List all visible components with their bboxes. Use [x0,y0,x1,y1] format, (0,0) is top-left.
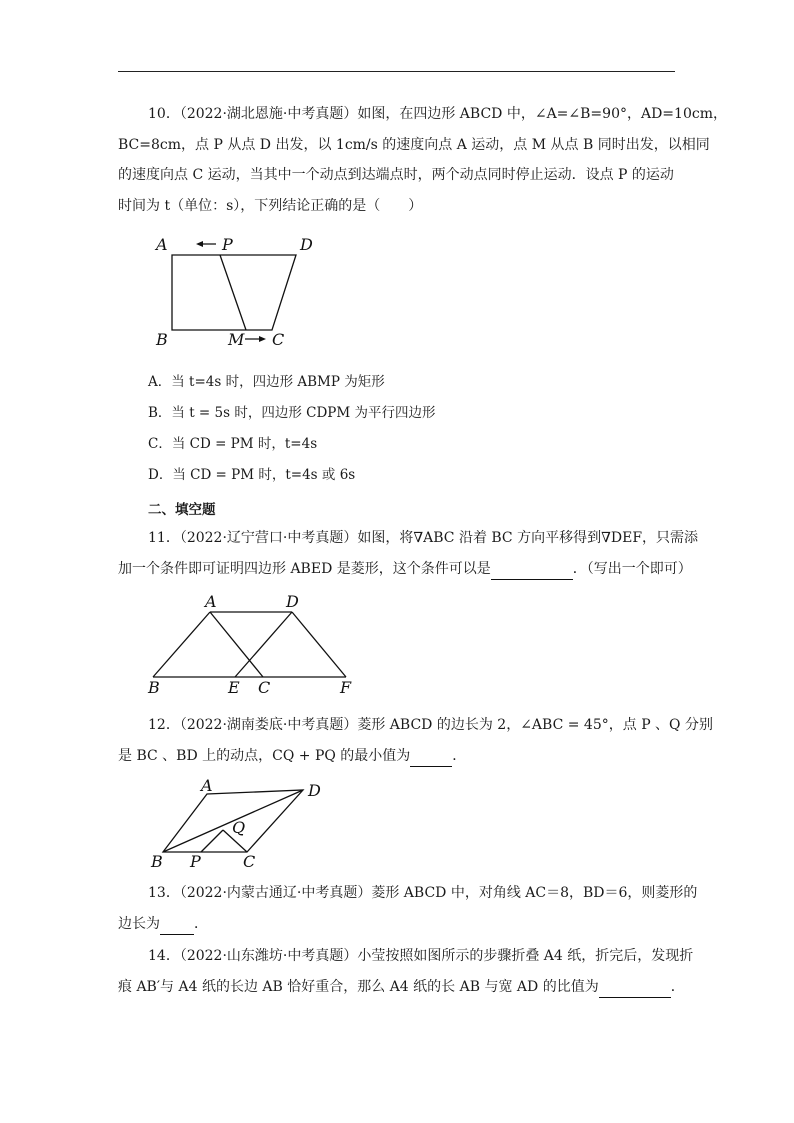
q12-line1: 12．（2022·湖南娄底·中考真题）菱形 ABCD 的边长为 2，∠ABC = 45°，点 P 、Q 分别 [148,717,713,733]
segment-ab [153,612,210,677]
q10-figure [150,230,330,355]
q10-option-a: A．当 t=4s 时，四边形 ABMP 为矩形 [148,374,385,390]
q10-line3: 的速度向点 C 运动，当其中一个动点到达端点时，两个动点同时停止运动．设点 P 的运动 [118,167,674,183]
segment-pm [220,255,246,330]
q10-option-b: B．当 t = 5s 时，四边形 CDPM 为平行四边形 [148,405,436,421]
q11-line2-text: 加一个条件即可证明四边形 ABED 是菱形，这个条件可以是 [118,561,491,577]
label-b: B [151,852,163,870]
q14-line2 [118,977,685,998]
q12-answer-blank[interactable] [410,746,452,767]
q14-line2-end: ． [670,979,685,995]
label-f: F [340,678,352,697]
label-p: P [222,235,233,254]
arrowhead-left [196,241,203,247]
q13-line1: 13．（2022·内蒙古通辽·中考真题）菱形 ABCD 中，对角线 AC＝8，BD＝6，则菱形的 [148,885,698,901]
q13-line2-text: 边长为 [118,916,160,932]
q10-line2: BC=8cm，点 P 从点 D 出发，以 1cm/s 的速度向点 A 运动，点 M 从点 B 同时出发，以相同 [118,137,710,153]
q12-figure [145,776,345,870]
label-b: B [148,678,160,697]
q14-line2-text: 痕 AB′与 A4 纸的长边 AB 恰好重合，那么 A4 纸的长 AB 与宽 AD 的比值为 [118,979,599,995]
q11-answer-blank[interactable] [491,559,573,580]
q11-line2 [118,559,692,580]
q11-figure [140,592,370,697]
q14-line1: 14．（2022·山东潍坊·中考真题）小莹按照如图所示的步骤折叠 A4 纸，折完后，发现折 [148,948,694,964]
q11-line1: 11．（2022·辽宁营口·中考真题）如图，将∇ABC 沿着 BC 方向平移得到∇DEF，只需添 [148,530,699,546]
label-a: A [201,776,213,795]
label-b: B [156,330,168,349]
label-c: C [258,678,271,697]
q10-line4: 时间为 t（单位：s），下列结论正确的是（ ） [118,198,423,214]
q13-line2 [118,914,208,935]
segment-df [292,612,346,677]
quadrilateral-abcd [172,255,296,330]
q11-line2-end: ．（写出一个即可） [572,561,692,577]
label-c: C [272,330,285,349]
label-c: C [243,852,256,870]
label-a: A [205,592,217,611]
segment-de [235,612,292,677]
q12-line2-end: ． [452,748,467,764]
label-d: D [308,781,321,800]
header-rule [118,71,675,72]
label-d: D [286,592,299,611]
label-q: Q [232,818,246,837]
q13-line2-end: ． [194,916,208,932]
q12-line2 [118,746,466,767]
q14-answer-blank[interactable] [599,977,671,998]
q12-line2-text: 是 BC 、BD 上的动点，CQ + PQ 的最小值为 [118,748,411,764]
q10-line1: 10．（2022·湖北恩施·中考真题）如图，在四边形 ABCD 中，∠A=∠B=90°，AD=10cm， [148,106,727,122]
label-d: D [300,235,313,254]
label-a: A [156,235,168,254]
segment-ac [210,612,263,677]
q13-answer-blank[interactable] [160,914,194,935]
q10-option-c: C．当 CD = PM 时，t=4s [148,436,318,452]
label-p: P [190,852,201,870]
label-e: E [228,678,240,697]
section-title: 二、填空题 [148,502,216,518]
label-m: M [228,330,245,349]
q10-option-d: D．当 CD = PM 时，t=4s 或 6s [148,467,356,483]
arrowhead-right [259,336,266,342]
